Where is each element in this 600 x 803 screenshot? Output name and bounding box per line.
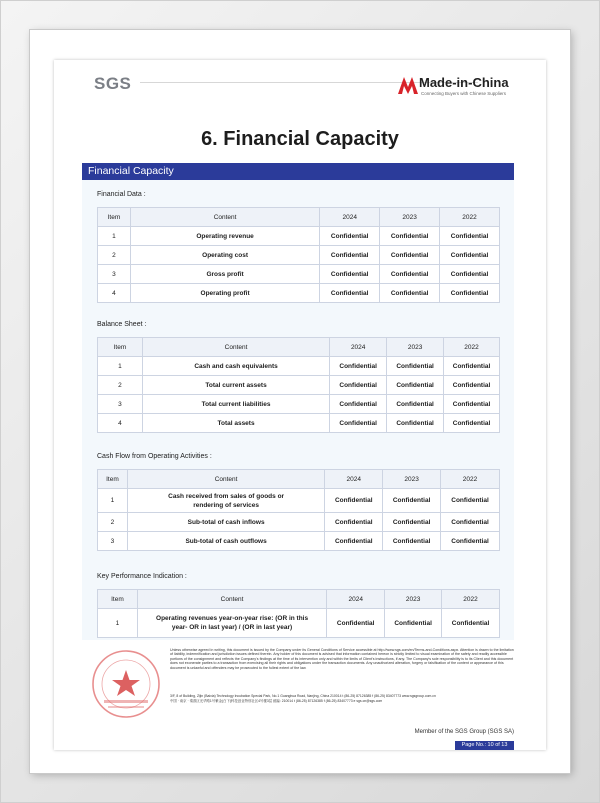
made-in-china-name: Made-in-China <box>419 75 509 90</box>
cell-2023: Confidential <box>387 414 444 433</box>
cell-2022: Confidential <box>442 609 500 638</box>
cell-2023: Confidential <box>380 284 440 303</box>
cell-content: Gross profit <box>130 265 319 284</box>
cell-content: Operating revenue <box>130 227 319 246</box>
header-2023: 2023 <box>385 590 442 609</box>
table-row <box>98 532 500 551</box>
cell-2024: Confidential <box>325 513 383 532</box>
table-row <box>98 395 500 414</box>
legal-disclaimer: Unless otherwise agreed in writing, this document is issued by the Company under its General Conditions of Service accessible at http://www.sgs.com/en/Terms-and-Conditions.aspx. Attention is drawn to the limitation of liability, indemnification and jurisdiction issues defined therein. Any holder of this document is advised that information contained hereon is strictly limited to visual examination of the safety and readily accessible portions of the consignment and reflects the Company's findings at the time of its intervention only and within the limits of Client's instructions, if any. The Company's sole responsibility is to its Client and this document does not exonerate parties to a transaction from exercising all their rights and obligations under the transaction documents. Any unauthorized alteration, forgery or falsification of the content or appearance of this document is unlawful and offenders may be prosecuted to the fullest extent of the law. <box>170 648 514 670</box>
page-title: 6. Financial Capacity <box>201 128 399 150</box>
cell-2022: Confidential <box>444 395 500 414</box>
cell-item: 1 <box>98 489 128 513</box>
header-2022: 2022 <box>441 470 500 489</box>
cell-2022: Confidential <box>444 414 500 433</box>
section-bar: Financial Capacity <box>82 163 514 180</box>
cell-item: 2 <box>98 246 131 265</box>
made-in-china-tagline: Connecting Buyers with Chinese Suppliers <box>421 91 507 96</box>
table-header-row <box>98 590 500 609</box>
header-2024: 2024 <box>327 590 385 609</box>
cell-2024: Confidential <box>327 609 385 638</box>
cell-2023: Confidential <box>380 227 440 246</box>
cell-content: Operating revenues year-on-year rise: (OR in this year- OR in last year) / (OR in last year) <box>137 609 326 638</box>
table-row <box>98 414 500 433</box>
address-chinese: 中国 · 南京 · 秦淮区光华路1号紫金(白下)科技创业特别社区4号楼3层 邮编: 210014 t (86-25) 87126385 f (86-25) 83407773 e sgs.cn@sgs.com <box>170 699 383 703</box>
cell-2023: Confidential <box>385 609 442 638</box>
cell-item: 2 <box>98 513 128 532</box>
table-row <box>98 376 500 395</box>
cell-2022: Confidential <box>440 246 500 265</box>
header-content: Content <box>142 338 329 357</box>
address-english: 3/F, 8 of Building, Zijin (Baixia) Technology Incubation Special Park, No.1 Guanghua Road, Nanjing, China 210014 t (86-25) 87126385 f (86-25) 83407773 www.sgsgroup.com.cn <box>170 694 436 698</box>
header-content: Content <box>127 470 324 489</box>
table-row <box>98 227 500 246</box>
cell-2022: Confidential <box>440 284 500 303</box>
table-row <box>98 357 500 376</box>
cell-2023: Confidential <box>387 395 444 414</box>
table-row <box>98 265 500 284</box>
header-2022: 2022 <box>440 208 500 227</box>
header-2023: 2023 <box>383 470 441 489</box>
table-row <box>98 513 500 532</box>
sgs-logo: SGS <box>94 74 132 93</box>
cell-2024: Confidential <box>325 489 383 513</box>
financial-data-table <box>97 207 500 303</box>
balance-sheet-label: Balance Sheet : <box>97 321 147 328</box>
cell-2024: Confidential <box>320 246 380 265</box>
made-in-china-logo <box>397 73 537 101</box>
cell-content: Total current assets <box>142 376 329 395</box>
cell-2024: Confidential <box>330 395 387 414</box>
cell-2022: Confidential <box>444 376 500 395</box>
header-2024: 2024 <box>330 338 387 357</box>
cell-2024: Confidential <box>330 414 387 433</box>
cell-2022: Confidential <box>440 227 500 246</box>
cash-flow-table <box>97 469 500 551</box>
cell-content: Cash and cash equivalents <box>142 357 329 376</box>
kpi-table <box>97 589 500 638</box>
cell-2023: Confidential <box>383 532 441 551</box>
cell-content: Operating profit <box>130 284 319 303</box>
table-header-row <box>98 470 500 489</box>
cell-content: Total current liabilities <box>142 395 329 414</box>
cell-2023: Confidential <box>387 357 444 376</box>
company-seal-stamp <box>90 648 162 720</box>
cell-2024: Confidential <box>320 227 380 246</box>
made-in-china-icon <box>397 73 419 95</box>
header-item: Item <box>98 208 131 227</box>
cell-2022: Confidential <box>441 489 500 513</box>
cell-2023: Confidential <box>380 265 440 284</box>
cell-2022: Confidential <box>441 513 500 532</box>
header-content: Content <box>130 208 319 227</box>
header-2023: 2023 <box>387 338 444 357</box>
cell-item: 1 <box>98 227 131 246</box>
financial-data-label: Financial Data : <box>97 191 146 198</box>
cell-item: 1 <box>98 357 143 376</box>
header-2022: 2022 <box>442 590 500 609</box>
header-item: Item <box>98 470 128 489</box>
cell-content: Operating cost <box>130 246 319 265</box>
cell-item: 3 <box>98 532 128 551</box>
cell-content: Total assets <box>142 414 329 433</box>
cell-item: 4 <box>98 284 131 303</box>
cell-content: Sub-total of cash inflows <box>127 513 324 532</box>
cell-item: 3 <box>98 265 131 284</box>
cell-2023: Confidential <box>383 513 441 532</box>
table-row <box>98 246 500 265</box>
cell-2024: Confidential <box>330 357 387 376</box>
cash-flow-label: Cash Flow from Operating Activities : <box>97 453 212 460</box>
cell-2023: Confidential <box>380 246 440 265</box>
header-2024: 2024 <box>325 470 383 489</box>
header-2024: 2024 <box>320 208 380 227</box>
balance-sheet-table <box>97 337 500 433</box>
header-item: Item <box>98 338 143 357</box>
cell-item: 4 <box>98 414 143 433</box>
page-number-badge: Page No.: 10 of 13 <box>455 741 514 750</box>
kpi-label: Key Performance Indication : <box>97 573 187 580</box>
page-footer <box>82 648 514 750</box>
cell-2024: Confidential <box>320 265 380 284</box>
cell-2022: Confidential <box>440 265 500 284</box>
cell-2024: Confidential <box>320 284 380 303</box>
address-block <box>170 694 514 704</box>
document-page <box>54 60 546 750</box>
header-2022: 2022 <box>444 338 500 357</box>
cell-2023: Confidential <box>383 489 441 513</box>
header-content: Content <box>137 590 326 609</box>
table-header-row <box>98 208 500 227</box>
cell-2022: Confidential <box>444 357 500 376</box>
cell-2024: Confidential <box>330 376 387 395</box>
cell-2022: Confidential <box>441 532 500 551</box>
table-row <box>98 609 500 638</box>
cell-2024: Confidential <box>325 532 383 551</box>
cell-content: Sub-total of cash outflows <box>127 532 324 551</box>
section-content <box>82 180 514 640</box>
page-header <box>54 60 546 100</box>
cell-content: Cash received from sales of goods or rendering of services <box>127 489 324 513</box>
table-header-row <box>98 338 500 357</box>
table-row <box>98 284 500 303</box>
cell-item: 2 <box>98 376 143 395</box>
sgs-member-note: Member of the SGS Group (SGS SA) <box>414 729 514 735</box>
cell-2023: Confidential <box>387 376 444 395</box>
header-2023: 2023 <box>380 208 440 227</box>
header-item: Item <box>98 590 138 609</box>
cell-item: 1 <box>98 609 138 638</box>
table-row <box>98 489 500 513</box>
cell-item: 3 <box>98 395 143 414</box>
